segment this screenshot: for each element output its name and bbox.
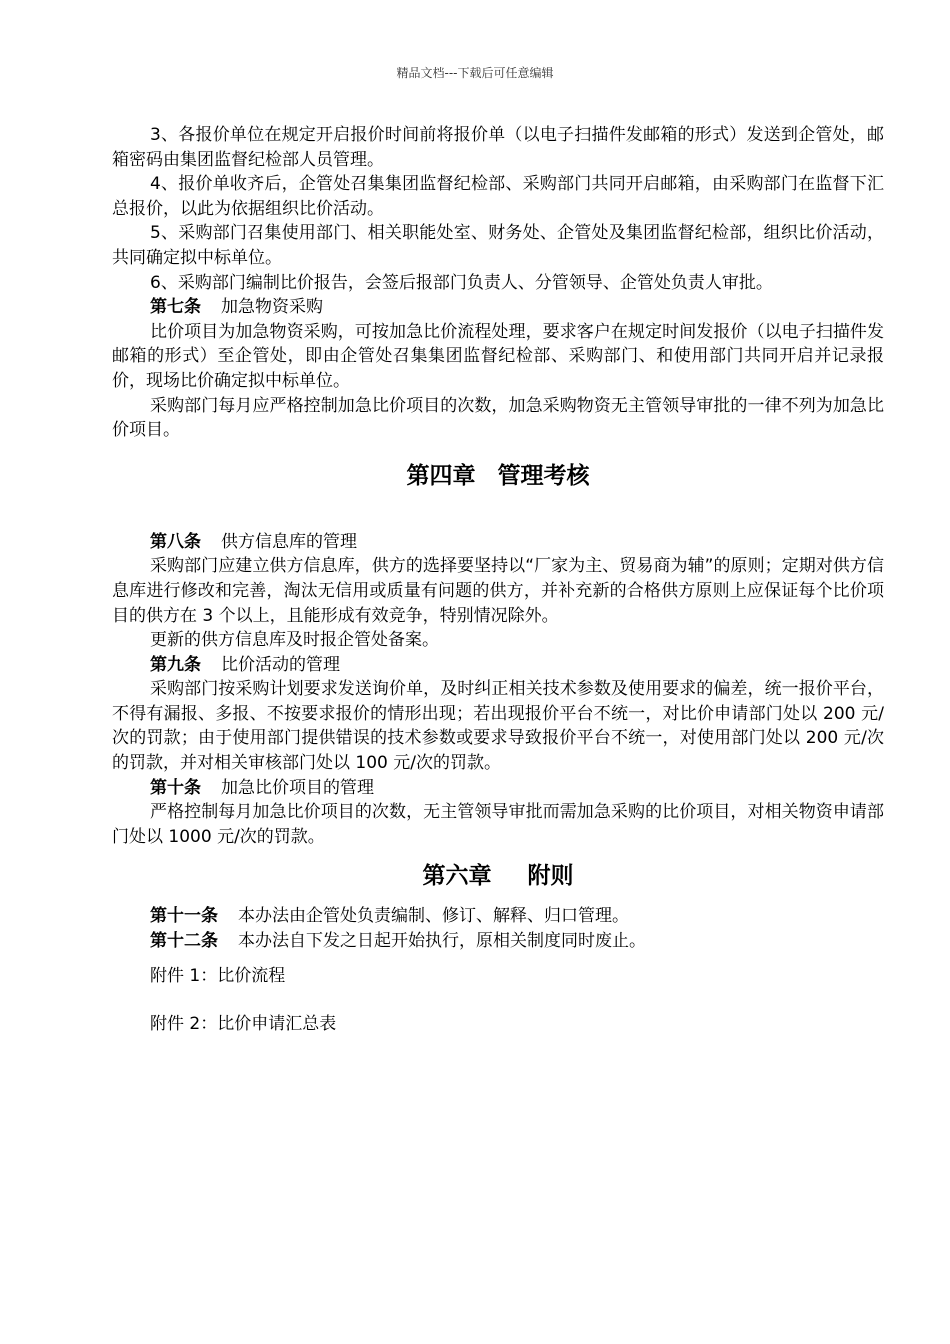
paragraph: 采购部门按采购计划要求发送询价单，及时纠正相关技术参数及使用要求的偏差，统一报价平台，不得有漏报、多报、不按要求报价的情形出现；若出现报价平台不统一，对比价申请部门处以 200 元/次的罚款；由于使用部门提供错误的技术参数或要求导致报价平台不统一，对使用部门处以 200 元/次的罚款，并对相关审核部门处以 100 元/次的罚款。	[112, 679, 884, 774]
page-header: 精品文档---下载后可任意编辑	[396, 66, 554, 80]
article-heading	[112, 776, 884, 801]
paragraph: 严格控制每月加急比价项目的次数，无主管领导审批而需加急采购的比价项目，对相关物资申请部门处以 1000 元/次的罚款。	[112, 802, 884, 847]
article-label: 第八条	[150, 531, 201, 552]
chapter-number: 第四章	[406, 462, 476, 489]
article-label: 第十二条	[150, 931, 218, 952]
article-heading	[112, 653, 884, 678]
article-title: 加急物资采购	[221, 297, 323, 318]
article-heading	[112, 530, 884, 555]
paragraph: 比价项目为加急物资采购，可按加急比价流程处理，要求客户在规定时间发报价（以电子扫描件发邮箱的形式）至企管处，即由企管处召集集团监督纪检部、采购部门、和使用部门共同开启并记录报价，现场比价确定拟中标单位。	[112, 321, 884, 391]
article-text: 本办法自下发之日起开始执行，原相关制度同时废止。	[238, 931, 646, 952]
paragraph: 6、采购部门编制比价报告，会签后报部门负责人、分管领导、企管处负责人审批。	[150, 272, 773, 293]
chapter-number: 第六章	[422, 863, 492, 890]
paragraph: 采购部门应建立供方信息库，供方的选择要坚持以“厂家为主、贸易商为辅”的原则；定期对供方信息库进行修改和完善，淘汰无信用或质量有问题的供方，并补充新的合格供方原则上应保证每个比价项目的供方在 3 个以上，且能形成有效竞争，特别情况除外。	[112, 556, 884, 626]
article-text: 本办法由企管处负责编制、修订、解释、归口管理。	[238, 906, 629, 927]
paragraph: 4、报价单收齐后，企管处召集集团监督纪检部、采购部门共同开启邮箱，由采购部门在监督下汇总报价，以此为依据组织比价活动。	[112, 174, 884, 219]
chapter-heading	[112, 457, 884, 490]
paragraph: 更新的供方信息库及时报企管处备案。	[150, 630, 439, 651]
article-line	[112, 929, 884, 954]
paragraph: 5、采购部门召集使用部门、相关职能处室、财务处、企管处及集团监督纪检部，组织比价活动，共同确定拟中标单位。	[112, 223, 884, 268]
paragraph: 采购部门每月应严格控制加急比价项目的次数，加急采购物资无主管领导审批的一律不列为加急比价项目。	[112, 395, 884, 441]
article-title: 供方信息库的管理	[221, 531, 357, 552]
article-line	[112, 904, 884, 929]
paragraph: 3、各报价单位在规定开启报价时间前将报价单（以电子扫描件发邮箱的形式）发送到企管处，邮箱密码由集团监督纪检部人员管理。	[112, 125, 884, 170]
chapter-title: 附则	[527, 863, 574, 890]
article-title: 加急比价项目的管理	[221, 777, 374, 798]
document-body	[112, 123, 884, 1037]
article-label: 第十一条	[150, 906, 218, 927]
article-label: 第九条	[150, 654, 201, 675]
article-label: 第十条	[150, 777, 201, 798]
attachment-item: 附件 1：比价流程	[150, 965, 286, 986]
article-heading	[112, 295, 884, 320]
chapter-title: 管理考核	[497, 462, 590, 489]
chapter-heading	[112, 857, 884, 890]
article-label: 第七条	[150, 297, 201, 318]
attachment-item: 附件 2：比价申请汇总表	[150, 1014, 337, 1035]
article-title: 比价活动的管理	[221, 654, 340, 675]
